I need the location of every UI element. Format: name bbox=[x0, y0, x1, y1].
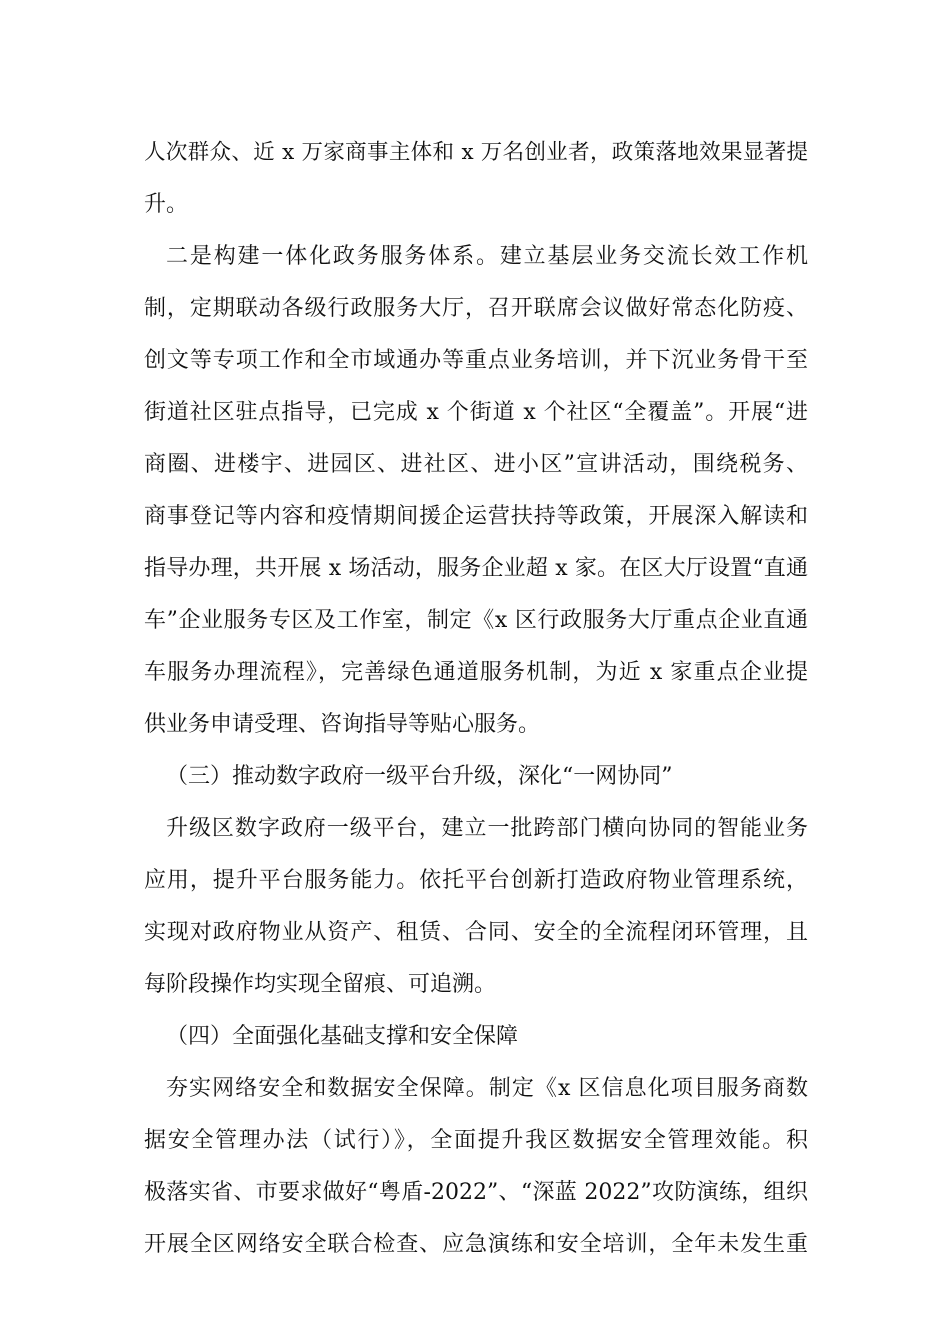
paragraph-line: 指导办理，共开展 x 场活动，服务企业超 x 家。在区大厅设置“直通 bbox=[144, 556, 808, 581]
paragraph-line: 制，定期联动各级行政服务大厅，召开联席会议做好常态化防疫、 bbox=[144, 296, 808, 321]
paragraph-line: 二是构建一体化政务服务体系。建立基层业务交流长效工作机 bbox=[166, 244, 808, 269]
paragraph-line: 人次群众、近 x 万家商事主体和 x 万名创业者，政策落地效果显著提 bbox=[144, 140, 808, 165]
paragraph-line: 据安全管理办法（试行）》，全面提升我区数据安全管理效能。积 bbox=[144, 1128, 808, 1153]
paragraph-line: 每阶段操作均实现全留痕、可追溯。 bbox=[144, 972, 497, 997]
paragraph-line: 升。 bbox=[144, 192, 189, 217]
document-body bbox=[144, 127, 808, 1271]
paragraph-line: 供业务申请受理、咨询指导等贴心服务。 bbox=[144, 712, 541, 737]
paragraph-line: 应用，提升平台服务能力。依托平台创新打造政府物业管理系统， bbox=[144, 868, 808, 893]
section-heading: （四）全面强化基础支撑和安全保障 bbox=[166, 1024, 519, 1049]
paragraph-line: 夯实网络安全和数据安全保障。制定《x 区信息化项目服务商数 bbox=[166, 1076, 808, 1101]
paragraph-line: 车”企业服务专区及工作室，制定《x 区行政服务大厅重点企业直通 bbox=[144, 608, 808, 633]
paragraph-line: 街道社区驻点指导，已完成 x 个街道 x 个社区“全覆盖”。开展“进 bbox=[144, 400, 808, 425]
paragraph-line: 极落实省、市要求做好“粤盾-2022”、“深蓝 2022”攻防演练，组织 bbox=[144, 1180, 808, 1205]
section-heading: （三）推动数字政府一级平台升级，深化“一网协同” bbox=[166, 764, 673, 789]
paragraph-line: 车服务办理流程》，完善绿色通道服务机制，为近 x 家重点企业提 bbox=[144, 660, 808, 685]
paragraph-line: 商圈、进楼宇、进园区、进社区、进小区”宣讲活动，围绕税务、 bbox=[144, 452, 808, 477]
paragraph-line: 创文等专项工作和全市域通办等重点业务培训，并下沉业务骨干至 bbox=[144, 348, 808, 373]
paragraph-line: 开展全区网络安全联合检查、应急演练和安全培训，全年未发生重 bbox=[144, 1232, 808, 1257]
paragraph-line: 实现对政府物业从资产、租赁、合同、安全的全流程闭环管理，且 bbox=[144, 920, 808, 945]
paragraph-line: 升级区数字政府一级平台，建立一批跨部门横向协同的智能业务 bbox=[166, 816, 808, 841]
paragraph-line: 商事登记等内容和疫情期间援企运营扶持等政策，开展深入解读和 bbox=[144, 504, 808, 529]
